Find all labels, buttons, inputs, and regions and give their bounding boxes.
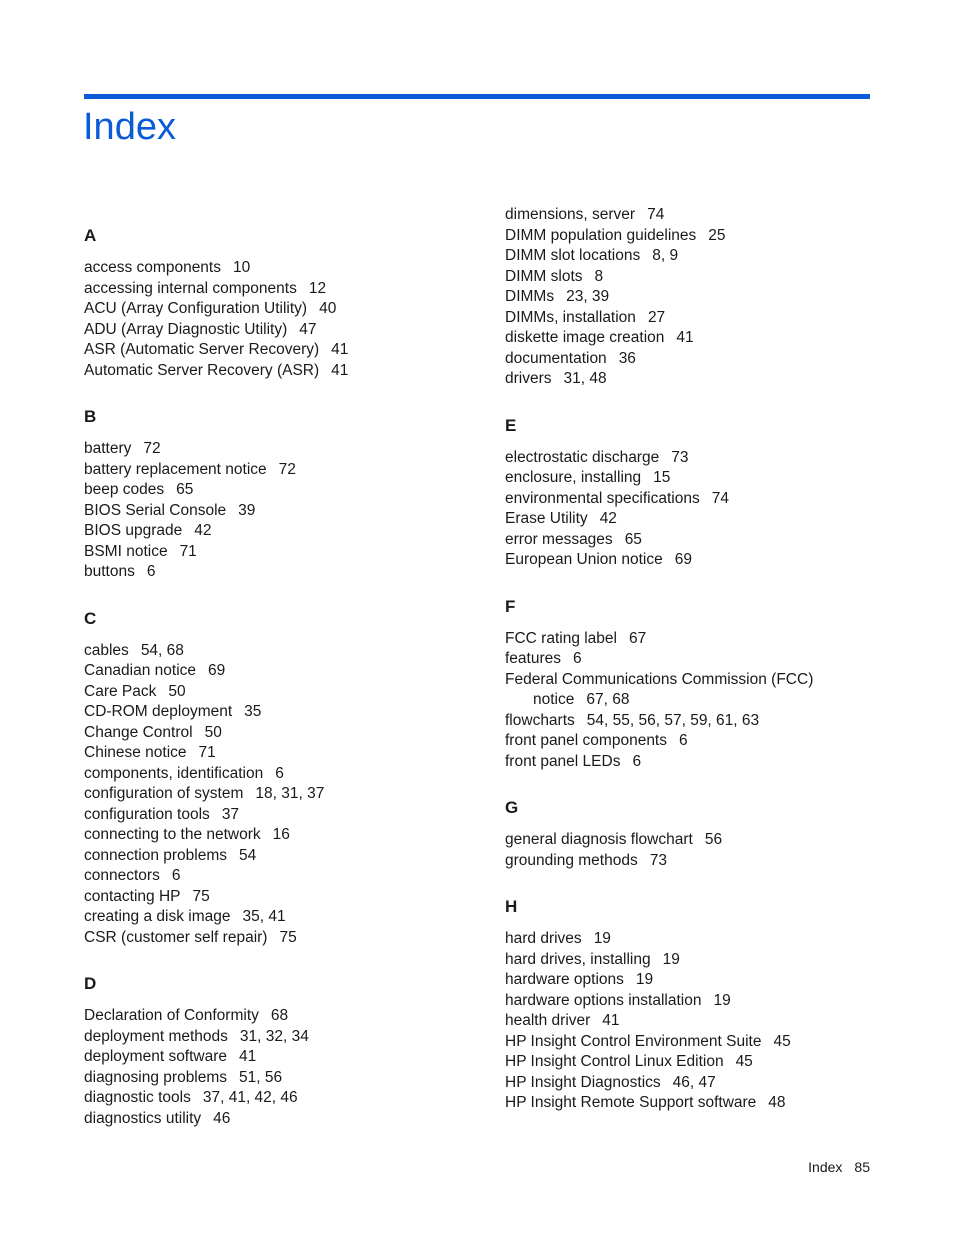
index-page-refs: 46, 47 bbox=[672, 1073, 716, 1091]
index-page-refs: 45 bbox=[735, 1053, 753, 1070]
index-term: CSR (customer self repair) bbox=[84, 928, 268, 946]
index-page-refs: 65 bbox=[624, 530, 642, 548]
index-page-refs: 8 bbox=[594, 267, 604, 285]
index-page-refs: 73 bbox=[649, 851, 667, 869]
index-entry bbox=[505, 267, 905, 288]
index-page-refs: 41 bbox=[239, 1048, 257, 1065]
index-page-refs: 42 bbox=[194, 522, 212, 539]
index-term: FCC rating label bbox=[505, 629, 617, 647]
index-page-refs: 6 bbox=[171, 867, 181, 884]
section-letter: E bbox=[505, 415, 517, 435]
index-term: BSMI notice bbox=[84, 542, 168, 560]
index-term: configuration tools bbox=[84, 805, 210, 823]
index-term: battery bbox=[84, 440, 132, 457]
index-term: ADU (Array Diagnostic Utility) bbox=[84, 320, 288, 338]
index-term: diskette image creation bbox=[505, 329, 665, 346]
index-term: components, identification bbox=[84, 764, 264, 782]
index-entry bbox=[84, 258, 484, 279]
index-page-refs: 25 bbox=[708, 226, 726, 244]
section-letter: D bbox=[84, 974, 97, 993]
index-page-refs: 65 bbox=[176, 481, 194, 498]
index-entry bbox=[84, 907, 484, 928]
index-term: electrostatic discharge bbox=[505, 448, 660, 466]
index-term: ACU (Array Configuration Utility) bbox=[84, 300, 308, 317]
index-entry bbox=[84, 641, 484, 662]
index-term: flowcharts bbox=[505, 711, 575, 729]
index-page-refs: 12 bbox=[308, 279, 327, 297]
index-entry bbox=[505, 468, 905, 489]
index-page-refs: 71 bbox=[198, 744, 216, 761]
index-term: configuration of system bbox=[84, 785, 244, 802]
index-entry bbox=[505, 509, 905, 530]
index-term: hard drives, installing bbox=[505, 950, 651, 968]
index-column-right bbox=[505, 205, 905, 1114]
index-entry bbox=[505, 328, 905, 349]
index-page-refs: 19 bbox=[662, 950, 680, 968]
index-entry bbox=[84, 1088, 484, 1109]
index-entry bbox=[505, 731, 905, 752]
index-entry bbox=[505, 830, 905, 851]
index-entry bbox=[505, 349, 905, 370]
index-term: HP Insight Control Linux Edition bbox=[505, 1053, 724, 1070]
index-page-refs: 75 bbox=[192, 887, 210, 905]
index-entry bbox=[84, 320, 484, 341]
index-entry bbox=[84, 542, 484, 563]
index-entry bbox=[505, 950, 905, 971]
index-term: CD-ROM deployment bbox=[84, 703, 233, 720]
index-section-f bbox=[505, 597, 905, 799]
index-term: hard drives bbox=[505, 930, 582, 947]
index-term: DIMM slot locations bbox=[505, 247, 641, 264]
index-entry bbox=[505, 929, 905, 950]
index-term: health driver bbox=[505, 1012, 591, 1029]
index-page-refs: 50 bbox=[204, 723, 222, 741]
section-letter: F bbox=[505, 596, 516, 616]
index-page-refs: 74 bbox=[647, 206, 665, 223]
index-term: diagnostics utility bbox=[84, 1109, 202, 1127]
index-term: HP Insight Diagnostics bbox=[505, 1073, 661, 1091]
index-entry bbox=[84, 928, 484, 949]
index-entry bbox=[84, 784, 484, 805]
index-page-refs: 41 bbox=[331, 361, 349, 379]
index-entry bbox=[84, 764, 484, 785]
index-entry bbox=[84, 887, 484, 908]
index-page-refs: 23, 39 bbox=[566, 288, 610, 305]
index-entry bbox=[84, 1006, 484, 1027]
index-term: enclosure, installing bbox=[505, 469, 642, 486]
index-entry bbox=[84, 439, 484, 460]
index-entry bbox=[505, 690, 905, 711]
index-entry bbox=[505, 851, 905, 872]
index-entry bbox=[505, 246, 905, 267]
index-page-refs: 67 bbox=[629, 629, 647, 647]
index-entry bbox=[84, 866, 484, 887]
index-term: European Union notice bbox=[505, 551, 663, 568]
index-entry bbox=[505, 550, 905, 571]
index-page-refs: 6 bbox=[275, 764, 284, 782]
index-page-refs: 6 bbox=[573, 650, 582, 667]
header-rule bbox=[84, 94, 870, 99]
index-term: dimensions, server bbox=[505, 206, 636, 223]
index-entry bbox=[505, 1011, 905, 1032]
index-page-refs: 19 bbox=[713, 991, 731, 1009]
index-term: Care Pack bbox=[84, 682, 157, 700]
index-entry bbox=[505, 1093, 905, 1114]
index-term: hardware options bbox=[505, 971, 624, 988]
index-page-refs: 37 bbox=[221, 805, 240, 823]
section-letter: B bbox=[84, 407, 97, 426]
page-footer bbox=[808, 1158, 870, 1176]
index-page-refs: 51, 56 bbox=[239, 1068, 283, 1086]
index-entry bbox=[505, 752, 905, 773]
index-page-refs: 6 bbox=[632, 752, 642, 770]
index-entry bbox=[84, 846, 484, 867]
index-page-refs: 48 bbox=[768, 1094, 786, 1111]
index-term: DIMM population guidelines bbox=[505, 226, 697, 244]
index-term: HP Insight Remote Support software bbox=[505, 1094, 757, 1111]
index-entry bbox=[505, 1052, 905, 1073]
index-term: drivers bbox=[505, 370, 552, 387]
index-entry bbox=[84, 825, 484, 846]
index-page-refs: 6 bbox=[146, 563, 156, 580]
section-letter: H bbox=[505, 897, 518, 916]
index-entry bbox=[505, 1073, 905, 1094]
index-page-refs: 35, 41 bbox=[242, 908, 286, 925]
page-title: Index bbox=[83, 106, 176, 148]
index-term: front panel LEDs bbox=[505, 752, 621, 770]
index-term: cables bbox=[84, 641, 129, 659]
index-page-refs: 42 bbox=[599, 510, 617, 527]
index-page-refs: 8, 9 bbox=[652, 247, 679, 264]
index-term: environmental specifications bbox=[505, 489, 700, 507]
index-entry bbox=[84, 723, 484, 744]
index-term: diagnostic tools bbox=[84, 1089, 191, 1106]
index-page-refs: 27 bbox=[647, 308, 666, 326]
index-term: accessing internal components bbox=[84, 279, 297, 297]
index-entry bbox=[84, 702, 484, 723]
index-term: BIOS upgrade bbox=[84, 522, 183, 539]
index-page-refs: 54 bbox=[239, 846, 257, 864]
index-entry bbox=[505, 711, 905, 732]
index-term: DIMM slots bbox=[505, 267, 583, 285]
index-page-refs: 35 bbox=[244, 703, 262, 720]
index-page-refs: 69 bbox=[674, 551, 692, 568]
index-term: hardware options installation bbox=[505, 991, 702, 1009]
index-page-refs: 31, 48 bbox=[563, 370, 607, 387]
index-term: Change Control bbox=[84, 723, 193, 741]
index-page-refs: 45 bbox=[773, 1032, 791, 1050]
index-entry bbox=[505, 205, 905, 226]
index-term: deployment methods bbox=[84, 1027, 228, 1045]
index-entry bbox=[84, 460, 484, 481]
index-page-refs: 50 bbox=[168, 682, 186, 700]
index-entry bbox=[84, 340, 484, 361]
section-letter: C bbox=[84, 608, 97, 628]
index-entry bbox=[84, 562, 484, 583]
index-page-refs: 56 bbox=[704, 831, 723, 848]
index-entry bbox=[505, 308, 905, 329]
index-term: Automatic Server Recovery (ASR) bbox=[84, 361, 320, 379]
index-section-d-continued bbox=[505, 205, 905, 416]
index-page-refs: 18, 31, 37 bbox=[255, 785, 325, 802]
index-term: general diagnosis flowchart bbox=[505, 831, 693, 848]
index-term: features bbox=[505, 650, 562, 667]
index-term: connecting to the network bbox=[84, 826, 261, 843]
index-term: Federal Communications Commission (FCC) bbox=[505, 670, 814, 688]
index-entry bbox=[84, 661, 484, 682]
index-term: connectors bbox=[84, 867, 160, 884]
index-section-h bbox=[505, 897, 905, 1114]
index-entry bbox=[84, 279, 484, 300]
index-term: contacting HP bbox=[84, 887, 181, 905]
index-page-refs: 67, 68 bbox=[586, 691, 630, 708]
index-term: DIMMs, installation bbox=[505, 308, 636, 326]
index-entry bbox=[505, 991, 905, 1012]
index-section-b bbox=[84, 407, 484, 609]
index-term: front panel components bbox=[505, 732, 667, 749]
index-term: grounding methods bbox=[505, 851, 638, 869]
index-page-refs: 54, 68 bbox=[140, 641, 184, 659]
index-page-refs: 47 bbox=[299, 320, 317, 338]
index-entry bbox=[505, 226, 905, 247]
index-term: Declaration of Conformity bbox=[84, 1007, 259, 1024]
index-entry bbox=[505, 1032, 905, 1053]
index-term: Erase Utility bbox=[505, 510, 588, 527]
index-page-refs: 39 bbox=[238, 501, 256, 519]
index-term: battery replacement notice bbox=[84, 460, 267, 478]
index-entry bbox=[505, 970, 905, 991]
section-letter: A bbox=[84, 226, 97, 245]
index-term: diagnosing problems bbox=[84, 1068, 228, 1086]
index-term: documentation bbox=[505, 349, 607, 367]
index-term: connection problems bbox=[84, 846, 228, 864]
index-entry bbox=[505, 670, 905, 691]
index-entry bbox=[84, 682, 484, 703]
index-entry bbox=[505, 448, 905, 469]
index-entry bbox=[505, 649, 905, 670]
index-page-refs: 19 bbox=[635, 971, 654, 988]
index-entry bbox=[84, 501, 484, 522]
index-page-refs: 41 bbox=[602, 1012, 620, 1029]
index-page-refs: 16 bbox=[272, 826, 290, 843]
index-page-refs: 19 bbox=[593, 930, 611, 947]
index-term: Chinese notice bbox=[84, 744, 187, 761]
index-page-refs: 41 bbox=[331, 341, 349, 358]
index-page-refs: 72 bbox=[278, 460, 296, 478]
index-page-refs: 37, 41, 42, 46 bbox=[202, 1089, 298, 1106]
index-term: Canadian notice bbox=[84, 662, 197, 679]
index-entry bbox=[84, 1027, 484, 1048]
index-entry bbox=[84, 1068, 484, 1089]
index-entry bbox=[84, 480, 484, 501]
index-entry bbox=[84, 805, 484, 826]
index-page-refs: 71 bbox=[179, 542, 197, 560]
index-entry bbox=[505, 369, 905, 390]
index-page-refs: 31, 32, 34 bbox=[239, 1027, 309, 1045]
index-entry bbox=[84, 1109, 484, 1130]
index-page-refs: 75 bbox=[279, 928, 297, 946]
index-entry bbox=[84, 361, 484, 382]
index-page-refs: 68 bbox=[270, 1007, 289, 1024]
index-page-refs: 54, 55, 56, 57, 59, 61, 63 bbox=[586, 711, 760, 729]
index-term: error messages bbox=[505, 530, 613, 548]
index-entry bbox=[84, 743, 484, 764]
index-term: notice bbox=[533, 691, 575, 708]
index-entry bbox=[84, 299, 484, 320]
index-page-refs: 36 bbox=[618, 349, 636, 367]
index-entry bbox=[505, 629, 905, 650]
index-entry bbox=[505, 530, 905, 551]
index-page-refs: 10 bbox=[233, 259, 251, 276]
index-term: HP Insight Control Environment Suite bbox=[505, 1032, 762, 1050]
index-page-refs: 41 bbox=[676, 329, 694, 346]
index-term: BIOS Serial Console bbox=[84, 501, 227, 519]
index-term: access components bbox=[84, 259, 221, 276]
index-page-refs: 40 bbox=[319, 300, 337, 317]
index-page-refs: 73 bbox=[671, 448, 689, 466]
index-section-c bbox=[84, 609, 484, 975]
index-page-refs: 46 bbox=[213, 1109, 231, 1127]
index-page-refs: 72 bbox=[143, 440, 161, 457]
index-term: buttons bbox=[84, 563, 135, 580]
index-column-left bbox=[84, 226, 484, 1129]
section-letter: G bbox=[505, 798, 519, 817]
index-page-refs: 74 bbox=[711, 489, 729, 507]
index-page-refs: 69 bbox=[208, 662, 226, 679]
index-page-refs: 15 bbox=[653, 469, 671, 486]
index-term: beep codes bbox=[84, 481, 165, 498]
index-term: deployment software bbox=[84, 1048, 228, 1065]
index-section-a bbox=[84, 226, 484, 407]
index-section-g bbox=[505, 798, 905, 897]
index-term: creating a disk image bbox=[84, 908, 231, 925]
index-section-d bbox=[84, 974, 484, 1129]
footer-label: Index bbox=[808, 1159, 843, 1175]
index-page-refs: 6 bbox=[679, 732, 688, 749]
index-entry bbox=[84, 521, 484, 542]
index-section-e bbox=[505, 416, 905, 597]
index-entry bbox=[505, 287, 905, 308]
index-term: ASR (Automatic Server Recovery) bbox=[84, 341, 320, 358]
index-entry bbox=[84, 1047, 484, 1068]
index-entry bbox=[505, 489, 905, 510]
index-term: DIMMs bbox=[505, 288, 555, 305]
page-number: 85 bbox=[854, 1159, 870, 1175]
